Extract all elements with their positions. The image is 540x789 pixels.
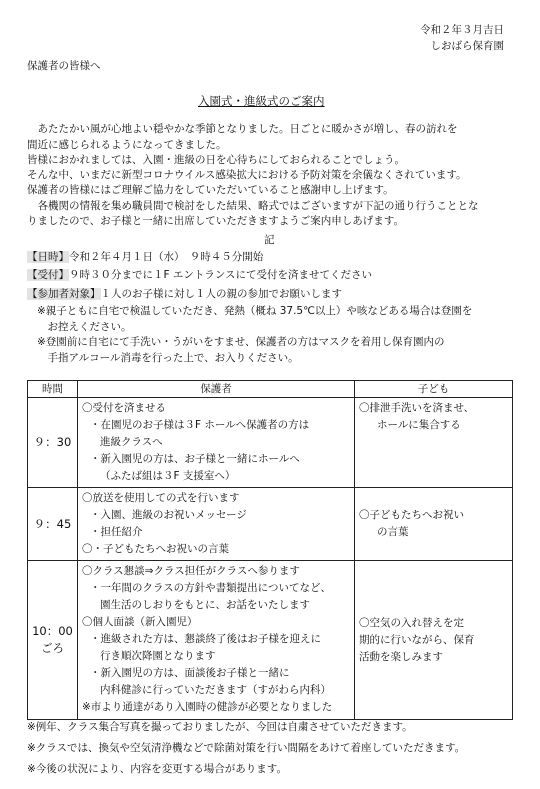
child-item: ホールに集合する bbox=[377, 419, 461, 431]
detail-participants bbox=[27, 287, 342, 301]
detail-date-label: 【日時】 bbox=[27, 251, 69, 263]
footer-note: ※例年、クラス集合写真を撮っておりましたが、今回は自粛させていただきます。 bbox=[27, 721, 413, 733]
child-item: 活動を楽しみます bbox=[359, 650, 443, 663]
header-time: 時間 bbox=[28, 381, 78, 398]
parent-item: ・進級された方は、懇談終了後はお子様を迎えに bbox=[90, 633, 321, 645]
time-cell: ９：45 bbox=[28, 488, 78, 561]
parent-item: 行き順次降園となります bbox=[100, 650, 216, 662]
parent-item: 内科健診に行っていただきます（すがわら内科） bbox=[100, 684, 331, 696]
child-cell bbox=[355, 398, 513, 488]
parent-item: 〇・子どもたちへお祝いの言葉 bbox=[82, 543, 229, 555]
parent-item: 園生活のしおりをもとに、お話をいたします bbox=[100, 599, 310, 611]
detail-note: 手指アルコール消毒を行った上で、お入りください。 bbox=[37, 352, 299, 364]
table-row bbox=[28, 398, 513, 488]
time-cell bbox=[28, 561, 78, 720]
table-row bbox=[28, 488, 513, 561]
table-header-row bbox=[28, 381, 513, 398]
footer-note: ※クラスでは、換気や空気清浄機などで除菌対策を行い間隔をあけて着座していただきます。 bbox=[27, 742, 466, 754]
page-title: 入園式・進級式のご案内 bbox=[198, 94, 325, 108]
parent-cell bbox=[78, 488, 355, 561]
parent-item: ※市より通達があり入園時の健診が必要となりました bbox=[82, 701, 333, 713]
detail-reception bbox=[27, 268, 372, 282]
organization-name: しおばら保育園 bbox=[430, 40, 504, 52]
issue-date: 令和２年３月吉日 bbox=[420, 24, 504, 36]
child-item: 〇子どもたちへお祝い bbox=[359, 509, 464, 521]
detail-note: ※親子ともに自宅で検温していただき、発熱（概ね 37.5℃以上）や咳などある場合は登園を bbox=[37, 305, 473, 317]
body-line: 保護者の皆様にはご理解ご協力をしていただいていること感謝申し上げます。 bbox=[27, 184, 394, 196]
parent-item: ・新入園児の方は、面談後お子様と一緒に bbox=[90, 667, 290, 679]
child-item: 〇空気の入れ替えを定 bbox=[359, 616, 464, 629]
parent-item: 〇個人面談（新入園児） bbox=[82, 616, 198, 628]
ki-heading: 記 bbox=[264, 234, 275, 246]
body-line: 間近に感じられるようになってきました。 bbox=[27, 139, 227, 151]
child-item: の言葉 bbox=[377, 526, 409, 538]
detail-participants-label: 【参加者対象】 bbox=[27, 288, 101, 300]
schedule-table bbox=[27, 380, 513, 720]
detail-reception-value: ９時３０分までに１F エントランスにて受付を済ませてください bbox=[69, 269, 373, 281]
parent-item: 進級クラスへ bbox=[100, 436, 163, 448]
detail-date bbox=[27, 250, 263, 264]
body-line: そんな中、いまだに新型コロナウイルス感染拡大における予防対策を余儀なくされています。 bbox=[27, 169, 467, 181]
parent-item: ・一年間のクラスの方針や書類提出についてなど、 bbox=[90, 582, 331, 594]
parent-item: ・入園、進級のお祝いメッセージ bbox=[90, 509, 247, 521]
body-line: りましたので、お子様と一緒に出席していただきますようご案内申しあげます。 bbox=[27, 215, 404, 227]
body-line: 各機関の情報を集め職員間で検討をした結果、略式ではございますが下記の通り行うこととな bbox=[27, 200, 479, 212]
parent-item: ・新入園児の方は、お子様と一緒にホールへ bbox=[90, 453, 300, 465]
header-parent: 保護者 bbox=[78, 381, 355, 398]
parent-cell bbox=[78, 398, 355, 488]
parent-item: 〇放送を使用しての式を行います bbox=[82, 492, 240, 504]
body-line: 皆様におかれましては、入園・進級の日を心待ちにしておられることでしょう。 bbox=[27, 154, 405, 166]
detail-note: ※登園前に自宅にて手洗い・うがいをすませ、保護者の方はマスクを着用し保育園内の bbox=[37, 336, 445, 348]
header-child: 子ども bbox=[355, 381, 513, 398]
parent-item: ・担任紹介 bbox=[90, 526, 143, 538]
parent-item: 〇受付を済ませる bbox=[82, 402, 166, 414]
parent-item: ・在園児のお子様は３F ホールへ保護者の方は bbox=[90, 419, 310, 431]
footer-note: ※今後の状況により、内容を変更する場合があります。 bbox=[27, 763, 287, 775]
detail-participants-value: １人のお子様に対し１人の親の参加でお願いします bbox=[100, 288, 342, 300]
detail-date-value: 令和２年４月１日（水） ９時４５分開始 bbox=[69, 251, 264, 263]
time-cell: ９：30 bbox=[28, 398, 78, 488]
parent-cell bbox=[78, 561, 355, 720]
detail-note: お控えください。 bbox=[37, 321, 132, 333]
detail-reception-label: 【受付】 bbox=[27, 269, 69, 281]
addressee: 保護者の皆様へ bbox=[27, 60, 101, 72]
table-row bbox=[28, 561, 513, 720]
time-value: 10：00 bbox=[32, 624, 73, 638]
child-cell bbox=[355, 561, 513, 720]
child-item: 〇排泄手洗いを済ませ、 bbox=[359, 402, 475, 414]
parent-item: （ふたば組は３F 支援室へ） bbox=[100, 470, 236, 482]
child-item: 期的に行いながら、保育 bbox=[359, 633, 475, 646]
time-suffix: ごろ bbox=[41, 641, 64, 655]
parent-item: 〇クラス懇談⇒クラス担任がクラスへ参ります bbox=[82, 565, 300, 577]
child-cell bbox=[355, 488, 513, 561]
body-line: あたたかい風が心地よい穏やかな季節となりました。日ごとに暖かさが増し、春の訪れを bbox=[27, 123, 458, 135]
